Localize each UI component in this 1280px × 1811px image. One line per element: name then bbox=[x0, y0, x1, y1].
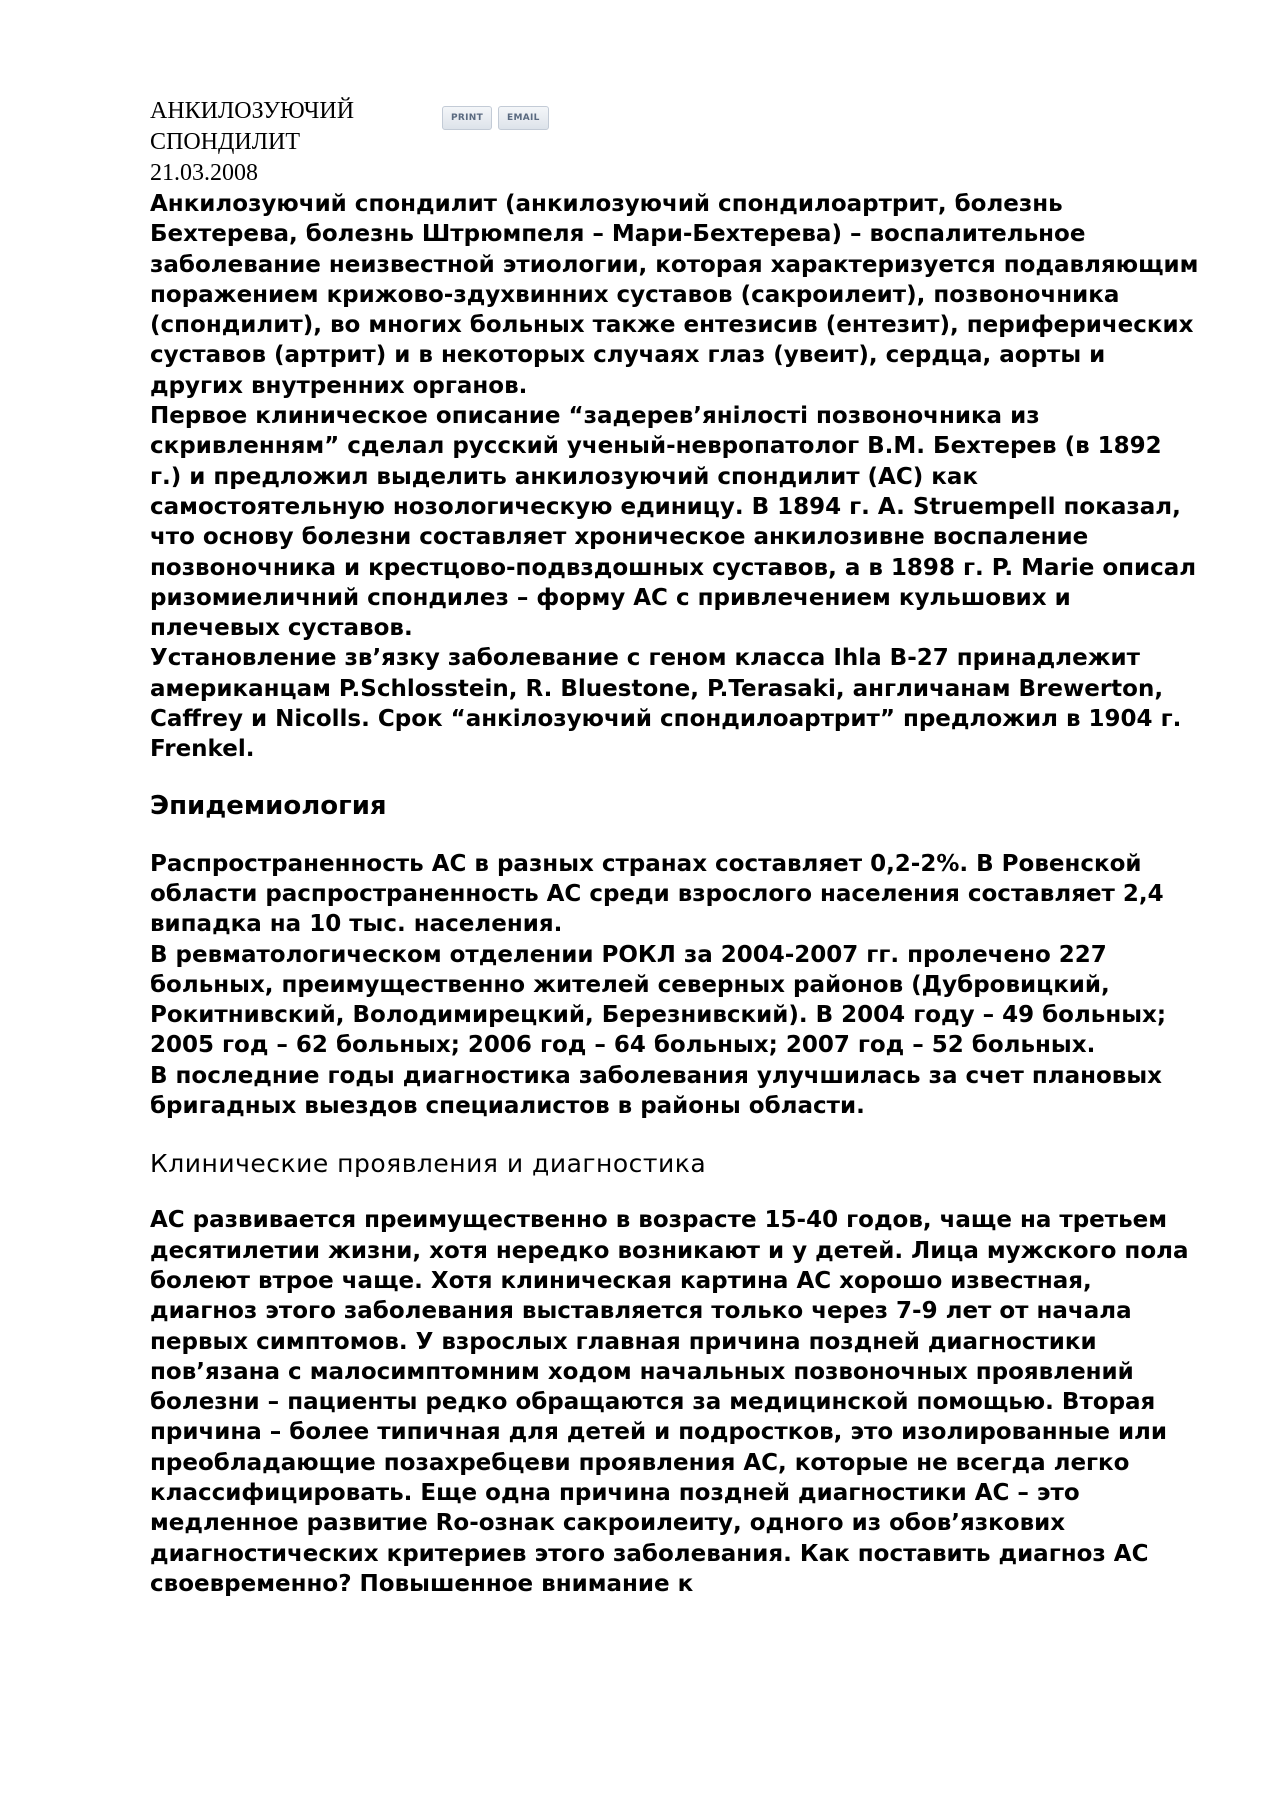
intro-paragraph-2: Первое клиническое описание “задерев’янілості позвоночника из скривленням” сделал русский ученый-невропатолог В.М. Бехтерев (в 1892 г.) и предложил выделить анкилозуючий спондилит (АС) как самостоятельную нозологическую единицу. В 1894 г. A. Struempell показал, что основу болезни составляет хроническое анкилозивне воспаление позвоночника и крестцово-подвздошных суставов, а в 1898 г. P. Marie описал ризомиеличний спондилез – форму АС с привлечением кульшових и плечевых суставов. bbox=[150, 403, 1197, 642]
epidemiology-paragraph-2: В ревматологическом отделении РОКЛ за 2004-2007 гг. пролечено 227 больных, преимущественно жителей северных районов (Дубровицкий, Рокитнивский, Володимирецкий, Березнивский). В 2004 году – 49 больных; 2005 год – 62 больных; 2006 год – 64 больных; 2007 год – 52 больных. bbox=[150, 941, 1167, 1059]
print-button[interactable]: PRINT bbox=[442, 106, 492, 130]
intro-paragraph-3: Установление зв’язку заболевание с геном класса Ihla B-27 принадлежит американцам P.Schlosstein, R. Bluestone, P.Terasaki, англичанам Brewerton, Caffrey и Nicolls. Срок “анкілозуючий спондилоартрит” предложил в 1904 г. Frenkel. bbox=[150, 645, 1182, 763]
article bbox=[150, 96, 1200, 1599]
article-title-line-1: АНКИЛОЗУЮЧИЙ bbox=[150, 98, 355, 124]
article-title-block bbox=[150, 96, 440, 189]
intro-paragraph-1: Анкилозуючий спондилит (анкилозуючий спондилоартрит, болезнь Бехтерева, болезнь Штрюмпеля – Мари-Бехтерева) – воспалительное заболевание неизвестной этиологии, которая характеризуется подавляющим поражением крижово-здухвинних суставов (сакроилеит), позвоночника (спондилит), во многих больных также ентезисив (ентезит), периферических суставов (артрит) и в некоторых случаях глаз (увеит), сердца, аорты и других внутренних органов. bbox=[150, 191, 1199, 399]
article-body bbox=[150, 189, 1200, 1599]
epidemiology-paragraph-3: В последние годы диагностика заболевания улучшилась за счет плановых бригадных выездов специалистов в районы области. bbox=[150, 1062, 1162, 1120]
epidemiology-paragraph-1: Распространенность АС в разных странах составляет 0,2-2%. В Ровенской области распространенность АС среди взрослого населения составляет 2,4 випадка на 10 тыс. населения. bbox=[150, 850, 1164, 938]
epidemiology-heading: Эпидемиология bbox=[150, 790, 387, 821]
email-button[interactable]: EMAIL bbox=[498, 106, 549, 130]
article-title-line-2: СПОНДИЛИТ bbox=[150, 129, 300, 155]
clinical-heading: Клинические проявления и диагностика bbox=[150, 1149, 707, 1179]
clinical-paragraph-1: АС развивается преимущественно в возрасте 15-40 годов, чаще на третьем десятилетии жизни, хотя нередко возникают и у детей. Лица мужского пола болеют втрое чаще. Хотя клиническая картина АС хорошо известная, диагноз этого заболевания выставляется только через 7-9 лет от начала первых симптомов. У взрослых главная причина поздней диагностики пов’язана с малосимптомним ходом начальных позвоночных проявлений болезни – пациенты редко обращаются за медицинской помощью. Вторая причина – более типичная для детей и подростков, это изолированные или преобладающие позахребцеви проявления АС, которые не всегда легко классифицировать. Еще одна причина поздней диагностики АС – это медленное развитие Ro-ознак сакроилеиту, одного из обов’язкових диагностических критериев этого заболевания. Как поставить диагноз АС своевременно? Повышенное внимание к bbox=[150, 1207, 1189, 1597]
article-header bbox=[150, 96, 1200, 189]
article-actions bbox=[442, 106, 549, 130]
article-date: 21.03.2008 bbox=[150, 160, 258, 186]
